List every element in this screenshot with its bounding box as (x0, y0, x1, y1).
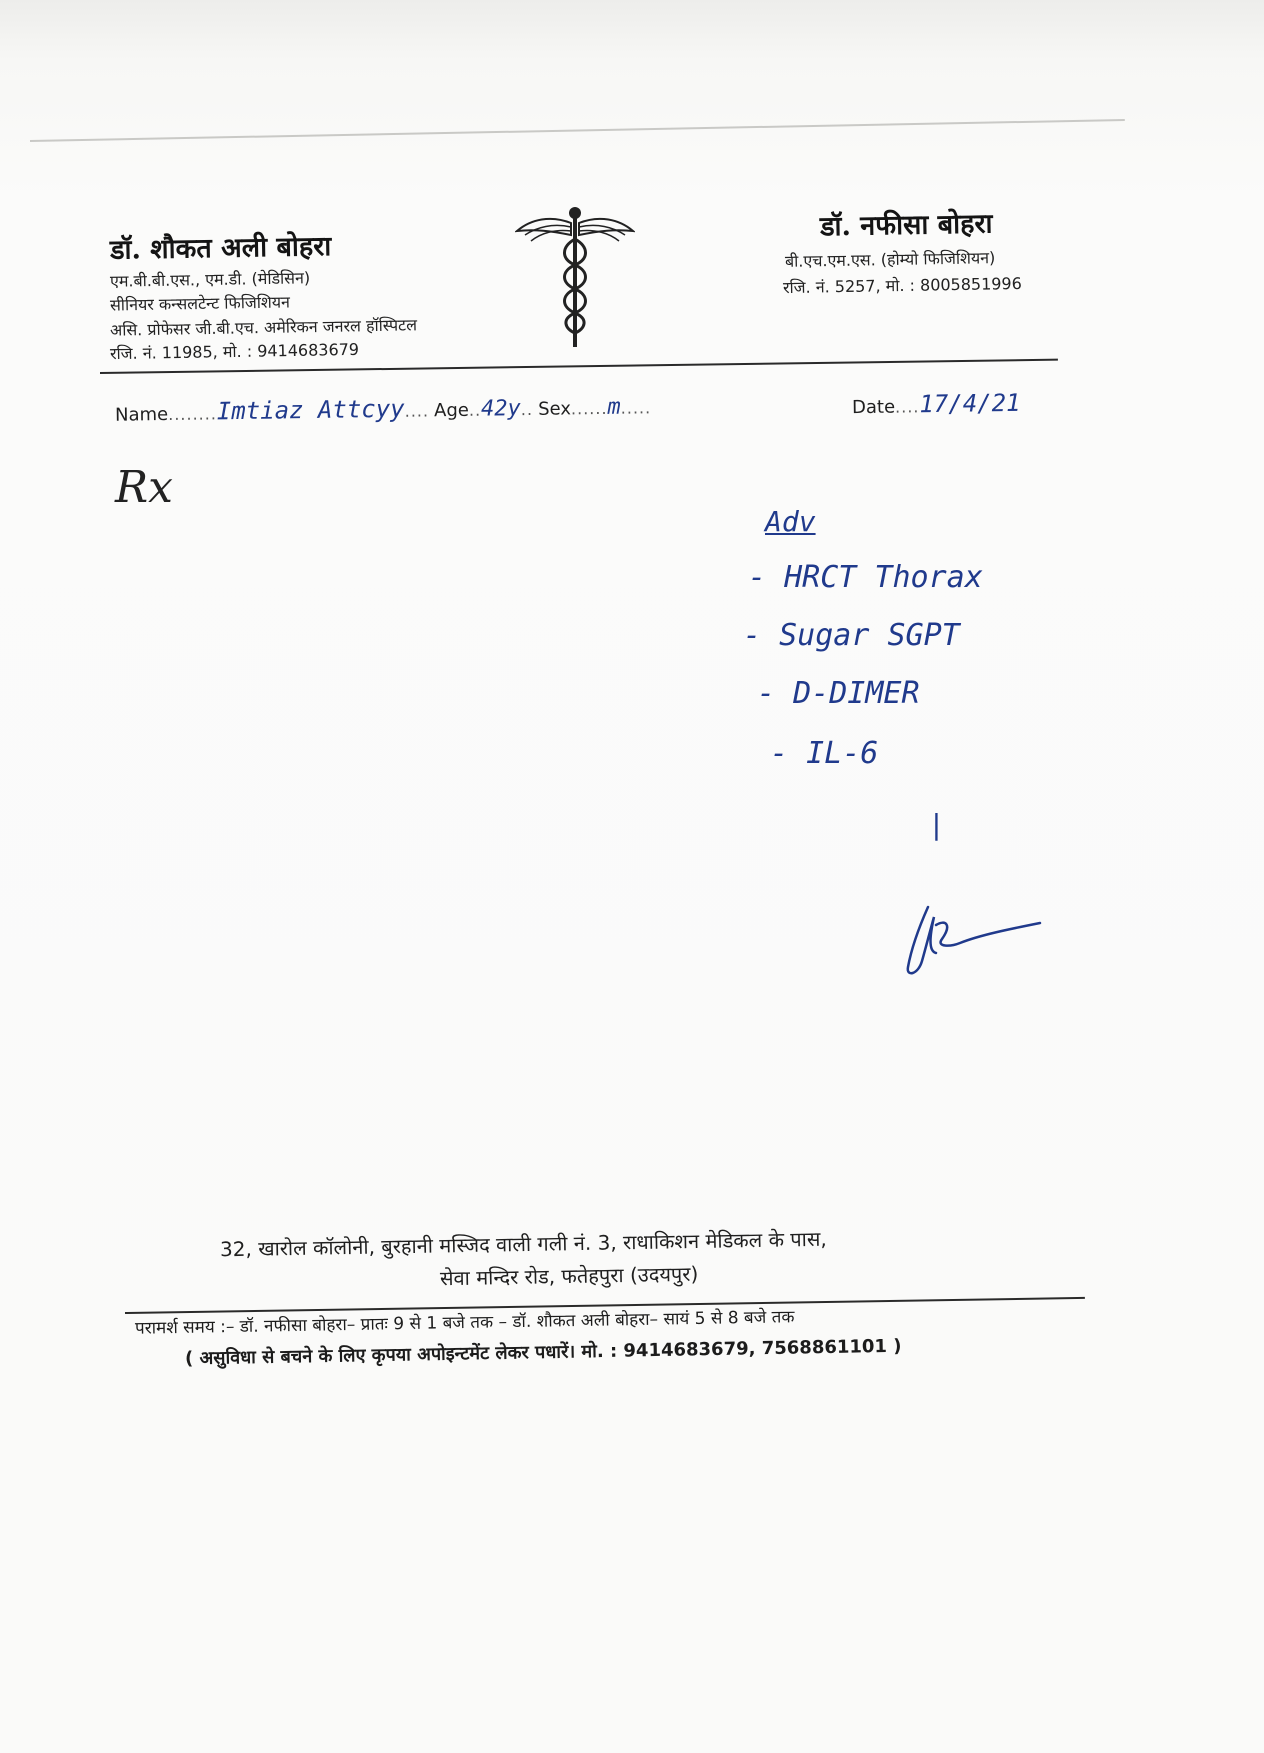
paper-edge (30, 119, 1125, 142)
patient-line: Name........Imtiaz Attcyy.... Age..42y.. Sex......m..... (114, 394, 652, 426)
advice-heading: Adv (765, 505, 816, 538)
appointment-note: ( असुविधा से बचने के लिए कृपया अपोइन्टमेंट लेकर पधारें। मो. : 9414683679, 7568861101 ) (184, 1335, 902, 1370)
left-doctor-degree: एम.बी.बी.एस., एम.डी. (मेडिसिन) (109, 268, 311, 291)
date-label: Date (851, 396, 896, 419)
name-label: Name (114, 404, 169, 426)
caduceus-logo-icon (515, 205, 635, 350)
rx-symbol: Rx (115, 462, 173, 513)
advice-item: - IL-6 (770, 736, 879, 771)
patient-name: Imtiaz Attcyy (216, 394, 405, 426)
handwritten-mark: | (928, 808, 945, 841)
advice-item: - D-DIMER (757, 676, 920, 711)
patient-sex: m (607, 394, 621, 420)
right-doctor-name: डॉ. नफीसा बोहरा (819, 208, 993, 243)
left-doctor-title: सीनियर कन्सलटेन्ट फिजिशियन (109, 292, 291, 315)
advice-item: - Sugar SGPT (743, 618, 960, 653)
date-field: Date....17/4/21 (851, 388, 1021, 419)
left-doctor-name: डॉ. शौकत अली बोहरा (109, 231, 332, 266)
right-doctor-degree: बी.एच.एम.एस. (होम्यो फिजिशियन) (784, 248, 996, 271)
address-line-2: सेवा मन्दिर रोड, फतेहपुरा (उदयपुर) (439, 1261, 699, 1291)
left-doctor-position: असि. प्रोफेसर जी.बी.एच. अमेरिकन जनरल हॉस्पिटल (109, 315, 418, 340)
right-doctor-registration: रजि. नं. 5257, मो. : 8005851996 (782, 273, 1023, 298)
left-doctor-registration: रजि. नं. 11985, मो. : 9414683679 (109, 339, 360, 364)
age-label: Age (433, 399, 470, 422)
consultation-timing: परामर्श समय :– डॉ. नफीसा बोहरा– प्रातः 9 से 1 बजे तक – डॉ. शौकत अली बोहरा– सायं 5 से 8 बजे तक (134, 1307, 795, 1339)
address-line-1: 32, खारोल कॉलोनी, बुरहानी मस्जिद वाली गली नं. 3, राधाकिशन मेडिकल के पास, (219, 1226, 827, 1262)
sex-label: Sex (537, 398, 572, 420)
patient-age: 42y (480, 396, 522, 422)
advice-item: - HRCT Thorax (748, 560, 983, 595)
doctor-signature-icon (890, 895, 1050, 980)
date-value: 17/4/21 (919, 388, 1021, 419)
